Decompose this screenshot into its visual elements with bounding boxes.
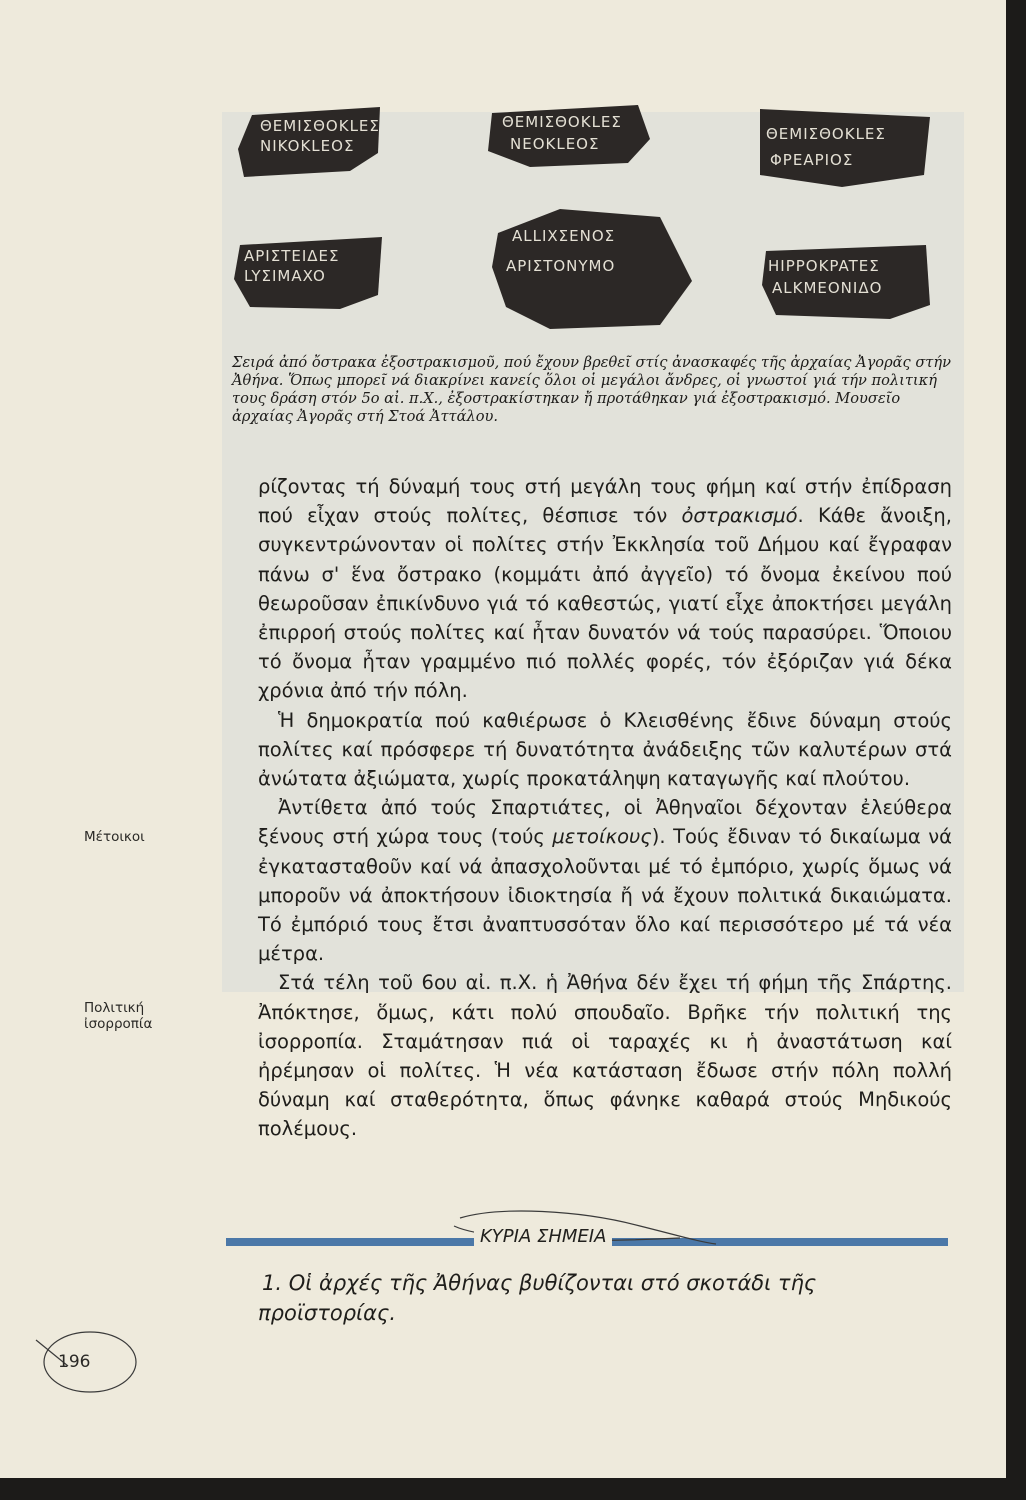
margin-note-line: Πολιτική — [84, 1000, 145, 1016]
term-ostrakismos: ὀστρακισμό — [681, 504, 798, 528]
ostrakon-6 — [762, 245, 930, 319]
ostrakon-5-line1: ALLIXΣENOΣ — [512, 227, 616, 245]
ostrakon-3-line2: ΦPEAPIOΣ — [770, 151, 854, 169]
ostrakon-5-line2: APIΣTONYMO — [506, 257, 616, 275]
text-run: Ἀντίθετα ἀπό τούς Σπαρτιάτες, οἱ Ἀθηναῖοι δέχονταν ἐλεύθερα ξένους στή χώρα τους (τούς — [258, 796, 952, 849]
paragraph-metics — [258, 793, 952, 968]
ostrakon-2-line1: ΘEMIΣΘOKLEΣ — [502, 113, 622, 131]
section-title-key-points: ΚΥΡΙΑ ΣΗΜΕΙΑ — [474, 1226, 612, 1247]
ostrakon-2-line2: NEOKLEOΣ — [510, 135, 600, 153]
body-text — [258, 472, 952, 1144]
margin-note-politiki-isorropia — [84, 1000, 204, 1032]
ostraka-photograph — [230, 95, 950, 345]
ostrakon-4-line1: APIΣTEIΔEΣ — [244, 247, 340, 265]
ostrakon-1-line1: ΘEMIΣΘOKLEΣ — [260, 117, 380, 135]
ostrakon-1-line2: NIKOKLEOΣ — [260, 137, 355, 155]
margin-note-metoikoi: Μέτοικοι — [84, 829, 145, 845]
ostrakon-6-line1: HIPPOKPATEΣ — [768, 257, 880, 275]
page-number: 196 — [58, 1352, 91, 1372]
ostrakon-6-line2: ALKMEONIΔO — [772, 279, 883, 297]
margin-note-line: ἰσορροπία — [84, 1016, 153, 1032]
paragraph-balance: Στά τέλη τοῦ 6ου αἰ. π.Χ. ἡ Ἀθήνα δέν ἔχει τή φήμη τῆς Σπάρτης. Ἀπόκτησε, ὅμως, κάτι πολύ σπουδαῖο. Βρῆκε τήν πολιτική της ἰσορροπία. Σταμάτησαν πιά οἱ ταραχές κι ἡ ἀναστάτωση καί ἠρέμησαν οἱ πολίτες. Ἡ νέα κατάσταση ἔδωσε στήν πόλη πολλή δύναμη καί σταθερότητα, ὅπως φάνηκε καθαρά στούς Μηδικούς πολέμους. — [258, 971, 952, 1141]
text-run: ρίζοντας τή δύναμή τους στή μεγάλη τους φήμη καί στήν ἐπίδραση πού εἶχαν στούς πολίτες, θέσπισε τόν — [258, 475, 952, 528]
text-run: . Κάθε ἄνοιξη, συγκεντρώνονταν οἱ πολίτες στήν Ἐκκλησία τοῦ Δήμου καί ἔγραφαν πάνω σ' ἕνα ὄστρακο (κομμάτι ἀπό ἀγγεῖο) τό ὄνομα ἐκείνου πού θεωροῦσαν ἐπικίνδυνο γιά τό καθεστώς, γιατί εἶχε ἀποκτήσει μεγάλη ἐπιρροή στούς πολίτες καί ἦταν δυνατόν νά τούς παρασύρει. Ὅποιου τό ὄνομα ἦταν γραμμένο πιό πολλές φορές, τόν ἐξόριζαν γιά δέκα χρόνια ἀπό τήν πόλη. — [258, 504, 952, 703]
key-point-1: 1. Οἱ ἀρχές τῆς Ἀθήνας βυθίζονται στό σκοτάδι τῆς προϊστορίας. — [258, 1271, 817, 1325]
ostrakon-1 — [238, 107, 380, 177]
text-run: ). Τούς ἔδιναν τό δικαίωμα νά ἐγκατασταθοῦν καί νά ἀπασχολοῦνται μέ τό ἐμπόριο, χωρίς ὅμως νά μποροῦν νά ἀποκτήσουν ἰδιοκτησία ἤ νά ἔχουν πολιτικά δικαιώματα. Τό ἐμπόριό τους ἔτσι ἀναπτυσσόταν ὅλο καί περισσότερο μέ τά νέα μέτρα. — [258, 825, 952, 966]
ostrakon-3-line1: ΘEMIΣΘOKLEΣ — [766, 125, 886, 143]
ostrakon-4 — [234, 237, 382, 309]
ostrakon-3 — [760, 109, 930, 187]
ostrakon-2 — [488, 105, 650, 167]
ostrakon-4-line2: LYΣIMAXO — [244, 267, 326, 285]
paragraph-democracy: Ἡ δημοκρατία πού καθιέρωσε ὁ Κλεισθένης ἔδινε δύναμη στούς πολίτες καί πρόσφερε τή δυνατότητα ἀνάδειξης τῶν καλυτέρων στά ἀνώτατα ἀξιώματα, χωρίς προκατάληψη καταγωγῆς καί πλούτου. — [258, 708, 952, 791]
paragraph-ostracism — [258, 472, 952, 706]
term-metoikoi: μετοίκους — [552, 825, 652, 849]
ostrakon-5 — [492, 209, 692, 329]
figure-caption: Σειρά ἀπό ὄστρακα ἐξοστρακισμοῦ, πού ἔχουν βρεθεῖ στίς ἀνασκαφές τῆς ἀρχαίας Ἀγορᾶς στήν Ἀθήνα. Ὅπως μπορεῖ νά διακρίνει κανείς ὅλοι οἱ μεγάλοι ἄνδρες, οἱ γνωστοί γιά τήν πολιτική τους δράση στόν 5ο αἰ. π.Χ., ἐξοστρακίστηκαν ἤ προτάθηκαν γιά ἐξοστρακισμό. Μουσεῖο ἀρχαίας Ἀγορᾶς στή Στοά Ἀττάλου. — [232, 354, 951, 425]
